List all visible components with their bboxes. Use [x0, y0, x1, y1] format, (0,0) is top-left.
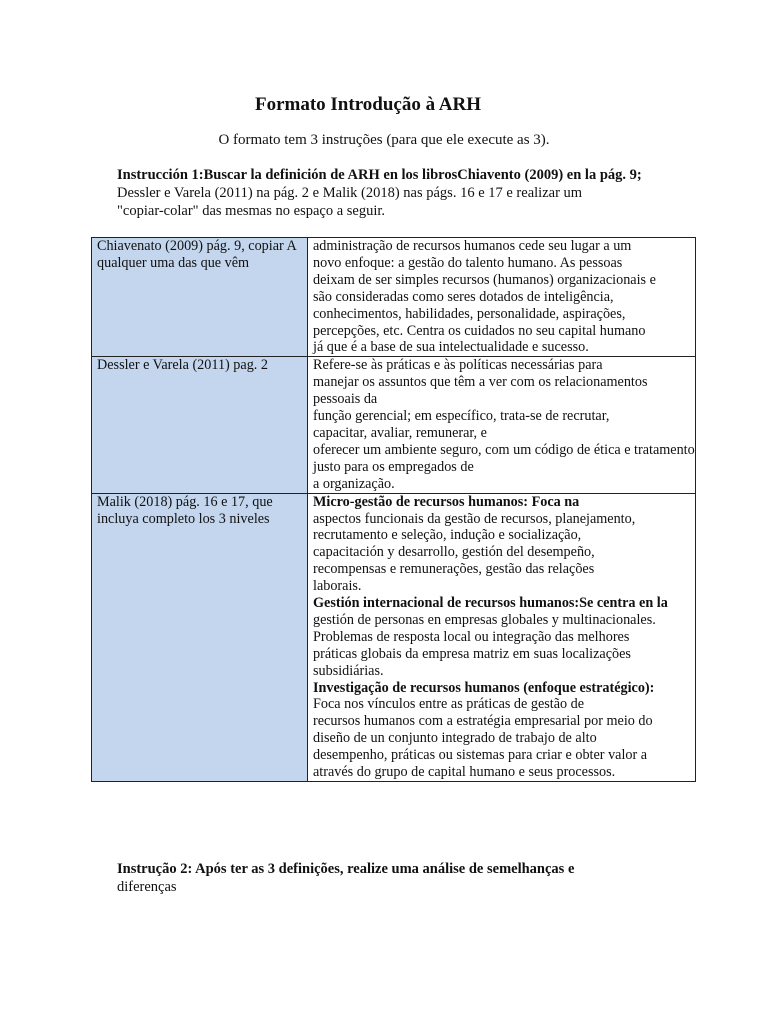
- definition-line: percepções, etc. Centra os cuidados no seu capital humano: [313, 322, 646, 339]
- document-title: Formato Introdução à ARH: [254, 94, 482, 115]
- instruction-1-line: Dessler e Varela (2011) na pág. 2 e Malik (2018) nas págs. 16 e 17 e realizar um: [117, 185, 583, 201]
- definition-line: subsidiárias.: [313, 662, 384, 679]
- definition-line: função gerencial; em específico, trata-se de recrutar,: [313, 408, 610, 425]
- definition-line: práticas globais da empresa matriz em suas localizações: [313, 645, 631, 662]
- instruction-2-heading: Instrução 2: Após ter as 3 definições, realize uma análise de semelhanças e: [117, 861, 575, 877]
- source-cell: [92, 357, 308, 493]
- definition-line: recompensas e remunerações, gestão das relações: [313, 561, 595, 578]
- definition-line: diseño de un conjunto integrado de trabajo de alto: [313, 730, 597, 747]
- instruction-1-heading: Instrucción 1:Buscar la definición de ARH en los librosChiavento (2009) en la pág. 9;: [117, 167, 642, 183]
- definition-line: desempenho, práticas ou sistemas para criar e obter valor a: [313, 747, 648, 764]
- definition-heading: Micro-gestão de recursos humanos: Foca na: [313, 493, 580, 510]
- definition-line: oferecer um ambiente seguro, com um código de ética e tratamento: [313, 441, 695, 458]
- source-line: incluya completo los 3 niveles: [97, 510, 270, 527]
- definition-line: deixam de ser simples recursos (humanos) organizacionais e: [313, 271, 656, 288]
- definition-line: aspectos funcionais da gestão de recursos, planejamento,: [313, 510, 636, 527]
- definition-line: recursos humanos com a estratégia empresarial por meio do: [313, 713, 653, 730]
- definition-line: laborais.: [313, 578, 362, 595]
- definition-line: Problemas de resposta local ou integração das melhores: [313, 628, 630, 645]
- definition-cell: [308, 493, 696, 781]
- table-row: [92, 357, 696, 493]
- definition-line: recrutamento e seleção, indução e socialização,: [313, 527, 582, 544]
- source-line: Dessler e Varela (2011) pag. 2: [97, 357, 268, 374]
- instruction-2-line: diferenças: [117, 879, 177, 895]
- definition-line: manejar os assuntos que têm a ver com os relacionamentos: [313, 374, 648, 391]
- definition-line: administração de recursos humanos cede seu lugar a um: [313, 238, 632, 254]
- source-line: qualquer uma das que vêm: [97, 254, 250, 271]
- document-subtitle: O formato tem 3 instruções (para que ele execute as 3).: [218, 132, 550, 148]
- table-row: [92, 238, 696, 357]
- definition-line: a organização.: [313, 475, 395, 492]
- source-line: Chiavenato (2009) pág. 9, copiar A: [97, 238, 297, 254]
- definition-line: Refere-se às práticas e às políticas necessárias para: [313, 357, 603, 374]
- definitions-table: [91, 237, 696, 782]
- instruction-1-line: "copiar-colar" das mesmas no espaço a seguir.: [117, 203, 386, 219]
- definition-line: capacitar, avaliar, remunerar, e: [313, 424, 487, 441]
- definition-heading: Gestión internacional de recursos humanos:Se centra en la: [313, 595, 668, 612]
- source-line: Malik (2018) pág. 16 e 17, que: [97, 493, 273, 510]
- definition-line: capacitación y desarrollo, gestión del desempeño,: [313, 544, 595, 561]
- definition-line: gestión de personas en empresas globales y multinacionales.: [313, 611, 656, 628]
- definition-cell: [308, 238, 696, 357]
- definition-line: através do grupo de capital humano e seus processos.: [313, 764, 616, 781]
- definition-line: Foca nos vínculos entre as práticas de gestão de: [313, 696, 585, 713]
- definition-line: já que é a base de sua intelectualidade e sucesso.: [313, 339, 589, 356]
- table-row: [92, 493, 696, 781]
- definition-line: novo enfoque: a gestão do talento humano. As pessoas: [313, 254, 623, 271]
- definition-line: conhecimentos, habilidades, personalidade, aspirações,: [313, 305, 626, 322]
- instruction-1: [117, 166, 737, 220]
- source-cell: [92, 238, 308, 357]
- instruction-2: [117, 860, 677, 896]
- definition-line: justo para os empregados de: [313, 458, 474, 475]
- source-cell: [92, 493, 308, 781]
- definition-line: pessoais da: [313, 391, 378, 408]
- definition-cell: [308, 357, 696, 493]
- definition-heading: Investigação de recursos humanos (enfoque estratégico):: [313, 679, 655, 696]
- definition-line: são consideradas como seres dotados de inteligência,: [313, 288, 614, 305]
